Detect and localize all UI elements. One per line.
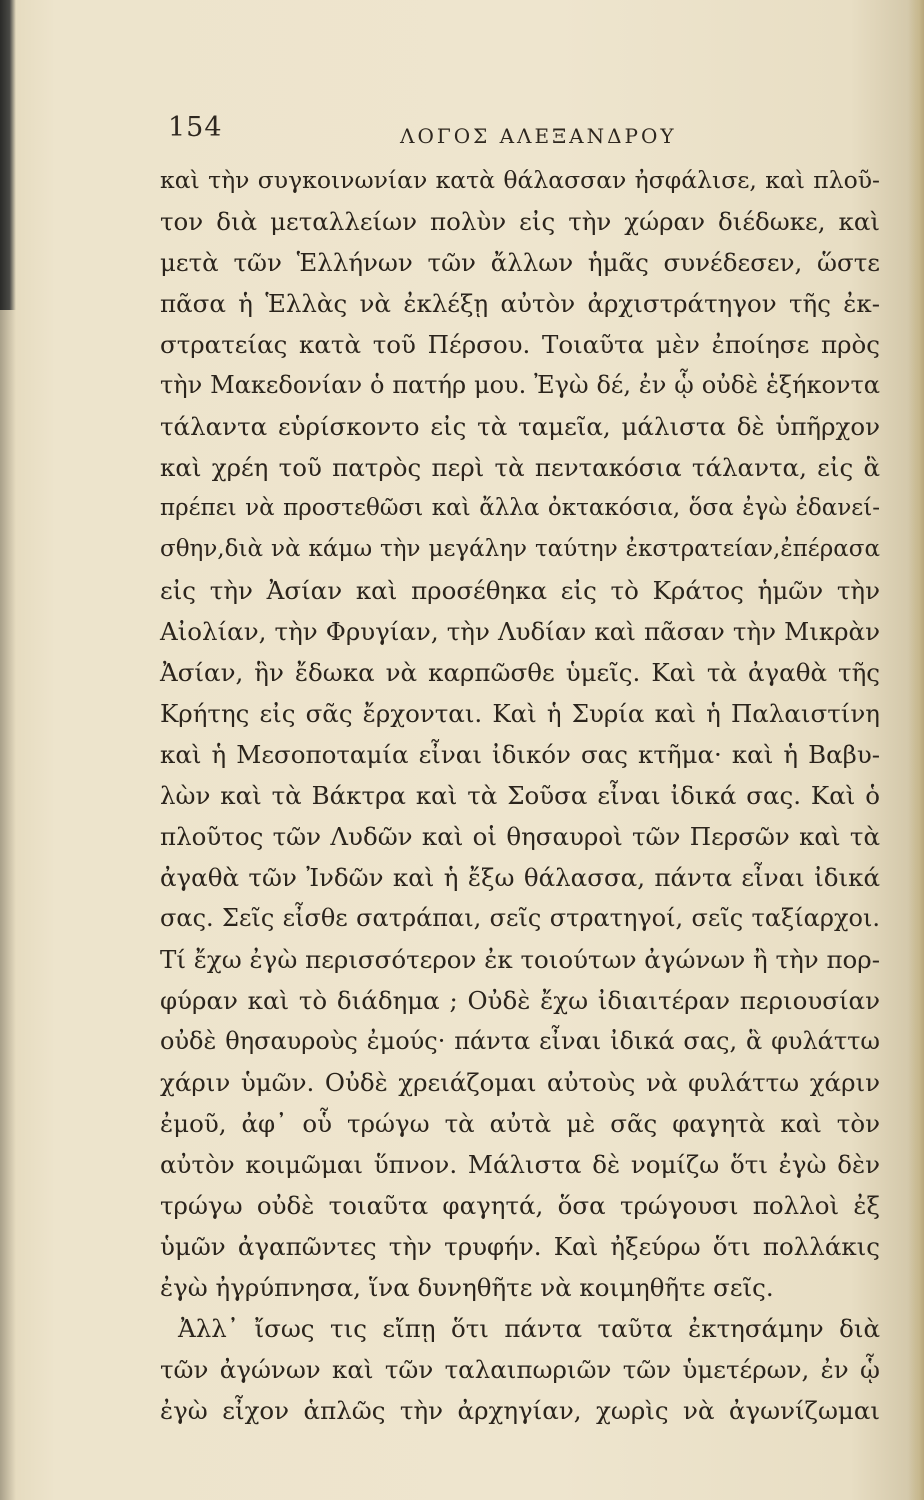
text-line: αὐτὸν κοιμῶμαι ὕπνον. Μάλιστα δὲ νομίζω ὅτι ἐγὼ δὲν xyxy=(160,1150,880,1179)
text-line: Αἰολίαν, τὴν Φρυγίαν, τὴν Λυδίαν καὶ πᾶσαν τὴν Μικρὰν xyxy=(160,617,880,646)
binding-shadow-lower xyxy=(0,310,16,1500)
body-text xyxy=(160,160,880,1431)
text-line: τῶν ἀγώνων καὶ τῶν ταλαιπωριῶν τῶν ὑμετέρων, ἐν ᾧ xyxy=(160,1355,880,1384)
text-line: σθην,διὰ νὰ κάμω τὴν μεγάλην ταύτην ἐκστρατείαν,ἐπέρασα xyxy=(160,536,880,562)
text-line: μετὰ τῶν Ἑλλήνων τῶν ἄλλων ἡμᾶς συνέδεσεν, ὥστε xyxy=(160,248,880,277)
text-line: ὑμῶν ἀγαπῶντες τὴν τρυφήν. Καὶ ἠξεύρω ὅτι πολλάκις xyxy=(160,1232,880,1261)
page-number: 154 xyxy=(168,112,223,143)
text-line: πρέπει νὰ προστεθῶσι καὶ ἄλλα ὀκτακόσια, ὅσα ἐγὼ ἐδανεί- xyxy=(160,495,880,521)
text-line: καὶ τὴν συγκοινωνίαν κατὰ θάλασσαν ἠσφάλισε, καὶ πλοῦ- xyxy=(160,166,880,194)
page-edge xyxy=(908,0,924,1500)
running-title: ΛΟΓΟΣ ΑΛΕΞΑΝΔΡΟΥ xyxy=(400,124,677,148)
text-line: φύραν καὶ τὸ διάδημα ; Οὐδὲ ἔχω ἰδιαιτέραν περιουσίαν xyxy=(160,986,880,1015)
text-line: καὶ χρέη τοῦ πατρὸς περὶ τὰ πεντακόσια τάλαντα, εἰς ἃ xyxy=(160,453,880,482)
text-line: Τί ἔχω ἐγὼ περισσότερον ἐκ τοιούτων ἀγώνων ἢ τὴν πορ- xyxy=(160,945,880,974)
text-line: καὶ ἡ Μεσοποταμία εἶναι ἰδικόν σας κτῆμα· καὶ ἡ Βαβυ- xyxy=(160,740,880,769)
text-line: πλοῦτος τῶν Λυδῶν καὶ οἱ θησαυροὶ τῶν Περσῶν καὶ τὰ xyxy=(160,822,880,851)
text-line: εἰς τὴν Ἀσίαν καὶ προσέθηκα εἰς τὸ Κράτος ἡμῶν τὴν xyxy=(160,576,880,605)
text-line: στρατείας κατὰ τοῦ Πέρσου. Τοιαῦτα μὲν ἐποίησε πρὸς xyxy=(160,330,880,359)
text-line: Κρήτης εἰς σᾶς ἔρχονται. Καὶ ἡ Συρία καὶ ἡ Παλαιστίνη xyxy=(160,699,880,728)
text-line: λὼν καὶ τὰ Βάκτρα καὶ τὰ Σοῦσα εἶναι ἰδικά σας. Καὶ ὁ xyxy=(160,781,880,810)
text-line: τάλαντα εὑρίσκοντο εἰς τὰ ταμεῖα, μάλιστα δὲ ὑπῆρχον xyxy=(160,412,880,441)
text-line: ἐγὼ εἶχον ἁπλῶς τὴν ἀρχηγίαν, χωρὶς νὰ ἀγωνίζωμαι xyxy=(160,1396,880,1425)
text-line: Ἀλλ᾽ ἴσως τις εἴπῃ ὅτι πάντα ταῦτα ἐκτησάμην διὰ xyxy=(178,1314,880,1343)
binding-shadow xyxy=(0,0,16,310)
text-line: σας. Σεῖς εἶσθε σατράπαι, σεῖς στρατηγοί, σεῖς ταξίαρχοι. xyxy=(160,904,880,932)
text-line: ἐμοῦ, ἀφ᾽ οὗ τρώγω τὰ αὐτὰ μὲ σᾶς φαγητὰ καὶ τὸν xyxy=(160,1109,880,1138)
text-line: ἐγὼ ἠγρύπνησα, ἵνα δυνηθῆτε νὰ κοιμηθῆτε σεῖς. xyxy=(160,1273,774,1302)
page-header xyxy=(168,112,868,152)
text-line: τρώγω οὐδὲ τοιαῦτα φαγητά, ὅσα τρώγουσι πολλοὶ ἐξ xyxy=(160,1191,880,1220)
text-line: τον διὰ μεταλλείων πολὺν εἰς τὴν χώραν διέδωκε, καὶ xyxy=(160,207,880,236)
text-line: ἀγαθὰ τῶν Ἰνδῶν καὶ ἡ ἔξω θάλασσα, πάντα εἶναι ἰδικά xyxy=(160,863,880,892)
text-line: χάριν ὑμῶν. Οὐδὲ χρειάζομαι αὐτοὺς νὰ φυλάττω χάριν xyxy=(160,1068,880,1097)
text-line: οὐδὲ θησαυροὺς ἐμούς· πάντα εἶναι ἰδικά σας, ἃ φυλάττω xyxy=(160,1027,880,1055)
text-line: πᾶσα ἡ Ἑλλὰς νὰ ἐκλέξῃ αὐτὸν ἀρχιστράτηγον τῆς ἐκ- xyxy=(160,289,880,318)
text-line: τὴν Μακεδονίαν ὁ πατήρ μου. Ἐγὼ δέ, ἐν ᾧ οὐδὲ ἑξήκοντα xyxy=(160,371,880,399)
text-line: Ἀσίαν, ἣν ἔδωκα νὰ καρπῶσθε ὑμεῖς. Καὶ τὰ ἀγαθὰ τῆς xyxy=(160,658,880,687)
